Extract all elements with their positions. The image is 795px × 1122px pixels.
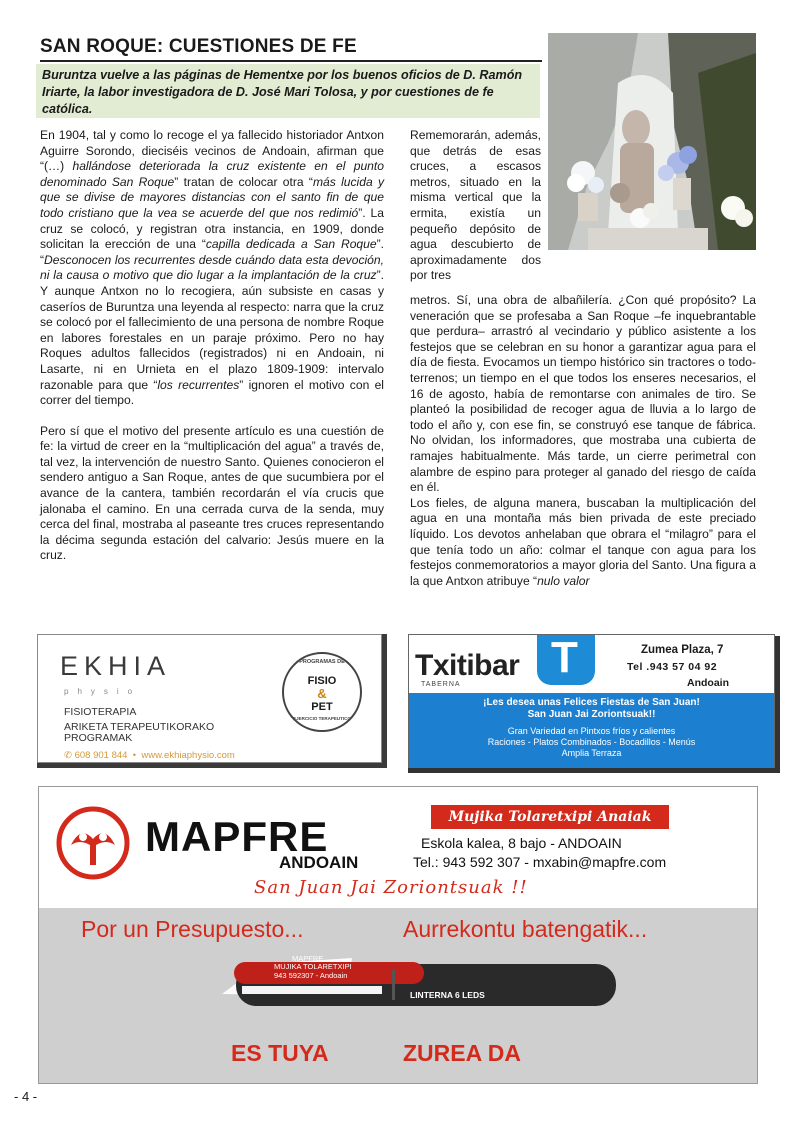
- ekhia-phone: 608 901 844: [74, 750, 128, 761]
- txitibar-greeting-2: San Juan Jai Zoriontsuak!!: [527, 709, 656, 720]
- promo-text-eu: Aurrekontu batengatik...: [403, 916, 648, 942]
- claim-text-es: ES TUYA: [231, 1040, 329, 1066]
- txitibar-logo-mark: [537, 635, 595, 685]
- badge-bottom-text: EJERCICIO TERAPEUTICO: [293, 716, 351, 721]
- article-title: SAN ROQUE: CUESTIONES DE FE: [40, 36, 357, 57]
- mapfre-contact: Tel.: 943 592 307 - mxabin@mapfre.com: [413, 854, 667, 870]
- article-right-wide-column: [410, 293, 756, 589]
- title-underline: [40, 60, 542, 62]
- italic-quote: más lucida y que se divise de mayores distancias con el santo fin de que todo cristiano que la vea se acuerde del que nos redimió: [40, 174, 385, 220]
- ekhia-ad[interactable]: [37, 634, 382, 763]
- txitibar-phone: Tel .943 57 04 92: [627, 661, 718, 673]
- mapfre-city: ANDOAIN: [279, 853, 359, 872]
- ekhia-tagline: physio: [64, 687, 142, 696]
- ekhia-web[interactable]: www.ekhiaphysio.com: [141, 750, 235, 761]
- badge-line-2: PET: [311, 701, 333, 713]
- article-left-column: [40, 128, 384, 564]
- mapfre-address: Eskola kalea, 8 bajo - ANDOAIN: [421, 835, 622, 851]
- txitibar-offer-3: Amplia Terraza: [561, 748, 622, 758]
- mapfre-ad[interactable]: [38, 786, 758, 1084]
- paragraph: metros. Sí, una obra de albañilería. ¿Con qué propósito? La veneración que se profesaba a San Roque –fe inquebrantable que perdura– arrastró al vecindario y público asistente a los festejos que se celebran en su honor a garantizar agua para el día de fiesta. Evocamos un tiempo histórico sin tractores o todo-terrenos; un tiempo en el que todos los enseres necesarios, el 16 de agosto, había de remontarse con animales de tiro. Se planteó la posibilidad de recoger agua de lluvia a lo largo de todo el año y, con ese fin, se construyó ese tanque de fábrica. No olvidan, los informadores, que mostraba una cubierta de ramajes habitualmente. Más tarde, un cierre perimetral con alambre de espino para proteger al ganado del riesgo de caída en él.: [410, 293, 756, 495]
- torch-label: LINTERNA 6 LEDS: [410, 990, 485, 1000]
- txitibar-greeting-1: ¡Les desea unas Felices Fiestas de San Juan!: [483, 697, 700, 708]
- t-icon: T: [551, 633, 578, 682]
- mapfre-brand: MAPFRE: [145, 813, 329, 860]
- txitibar-logo: Txitibar: [415, 649, 520, 682]
- page-number: - 4 -: [14, 1089, 38, 1104]
- txitibar-offer-1: Gran Variedad en Pintxos fríos y calientes: [507, 726, 676, 736]
- italic-quote: capilla dedicada a San Roque: [205, 237, 377, 252]
- italic-quote: los recurrentes: [157, 377, 240, 392]
- torch-product-image: [222, 956, 622, 1016]
- badge-top-text: PROGRAMAS DE: [299, 659, 345, 665]
- ekhia-service-1: FISIOTERAPIA: [64, 706, 137, 718]
- mapfre-agency-banner: Mujika Tolaretxipi Anaiak: [431, 805, 669, 829]
- italic-quote: hallándose deteriorada la cruz existente en el punto denominado San Roque: [40, 159, 384, 189]
- torch-print-3: 943 592307 - Andoain: [274, 971, 348, 980]
- txitibar-town: Andoain: [687, 677, 729, 689]
- mapfre-logo-icon: [55, 805, 131, 886]
- ekhia-logo: EKHIA: [60, 651, 172, 681]
- paragraph-spacer: [40, 409, 384, 424]
- article-right-narrow-column: [410, 128, 541, 284]
- paragraph: Pero sí que el motivo del presente artículo es una cuestión de fe: la virtud de creer en la “multiplicación del agua” a través de, tal vez, la intervención de nuestro Santo. Quienes conocieron el sendero antiguo a San Roque, antes de que sucumbiera por el avance de la cantera, también recordarán el vía crucis que jalonaba el camino. En una cerrada curva de la senda, muy cerca del final, mostraba al paseante tres cruces representando la décima segunda estación del calvario: Jesús muere en la cruz.: [40, 423, 384, 563]
- italic-quote: Desconocen los recurrentes desde cuándo data esta devoción, ni la causa o motivo que dio lugar a la implantación de la cruz: [40, 252, 384, 283]
- txitibar-subtitle: TABERNA: [421, 681, 461, 688]
- san-roque-statue-photo: [548, 33, 756, 250]
- paragraph: En 1904, tal y como lo recoge el ya fallecido historiador Antxon Aguirre Sorondo, dieciséis vecinos de Andoain, afirman que “(…) hallándose deteriorada la cruz existente en el punto denominado San Roque” tratan de colocar otra “más lucida y que se divise de mayores distancias con el santo fin de que todo cristiano que la vea se acuerde del que nos redimió”. La cruz se colocó, y registran otra instancia, en 1909, donde solicitan la erección de una “capilla dedicada a San Roque”. “Desconocen los recurrentes desde cuándo data esta devoción, ni la causa o motivo que dio lugar a la implantación de la cruz”. Y aunque Antxon no lo recogiera, aún subsiste en casas y caseríos de Buruntza una leyenda al respecto: narra que la cruz se colocó por el fallecimiento de una persona de nombre Roque en labores forestales en un paraje próximo. Pero no hay Roques adultos fallecidos (registrados) ni en Andoain, ni Lasarte, ni en Urnieta en el plazo 1809-1909: intervalo razonable para que “los recurrentes” ignoren el motivo con el correr del tiempo.: [40, 128, 385, 408]
- badge-amp: &: [317, 686, 327, 701]
- torch-print-1: MAPFRE: [292, 954, 324, 963]
- badge-line-1: FISIO: [307, 675, 337, 687]
- phone-icon: ✆: [64, 750, 72, 761]
- ekhia-badge: [282, 652, 362, 732]
- italic-quote: nulo valor: [537, 573, 590, 588]
- mapfre-promo-area: [39, 908, 757, 1083]
- promo-text-es: Por un Presupuesto...: [81, 916, 304, 942]
- txitibar-banner: [409, 693, 774, 768]
- torch-print-2: MUJIKA TOLARETXIPI: [274, 962, 352, 971]
- article-subtitle: Buruntza vuelve a las páginas de Hementxe por los buenos oficios de D. Ramón Iriarte, la labor investigadora de D. José Mari Tolosa, y por cuestiones de fe católica.: [36, 64, 540, 118]
- paragraph: Los fieles, de alguna manera, buscaban la multiplicación del agua en una montaña más bien privada de este preciado líquido. Los devotos anhelaban que obrara el “milagro” para el que tenía todo un año: colmar el tanque con agua para los festejos conmemoratorios a mayor gloria del Santo. Una figura a la que Antxon atribuye “nulo valor: [410, 495, 756, 588]
- claim-text-eu: ZUREA DA: [403, 1040, 521, 1066]
- paragraph: Rememorarán, además, que detrás de esas cruces, a escasos metros, situado en la misma vertical que la ermita, existía un pequeño depósito de agua descubierto de aproximadamente dos por tres: [410, 128, 541, 283]
- ekhia-contact: ✆ 608 901 844 • www.ekhiaphysio.com: [64, 750, 235, 761]
- ekhia-service-2: ARIKETA TERAPEUTIKORAKO: [64, 721, 215, 733]
- txitibar-address: Zumea Plaza, 7: [641, 644, 724, 656]
- ekhia-service-3: PROGRAMAK: [64, 732, 133, 744]
- mapfre-greeting: San Juan Jai Zoriontsuak !!: [254, 877, 528, 898]
- txitibar-ad[interactable]: [408, 634, 775, 768]
- txitibar-offer-2: Raciones - Platos Combinados - Bocadillos - Menús: [487, 737, 696, 747]
